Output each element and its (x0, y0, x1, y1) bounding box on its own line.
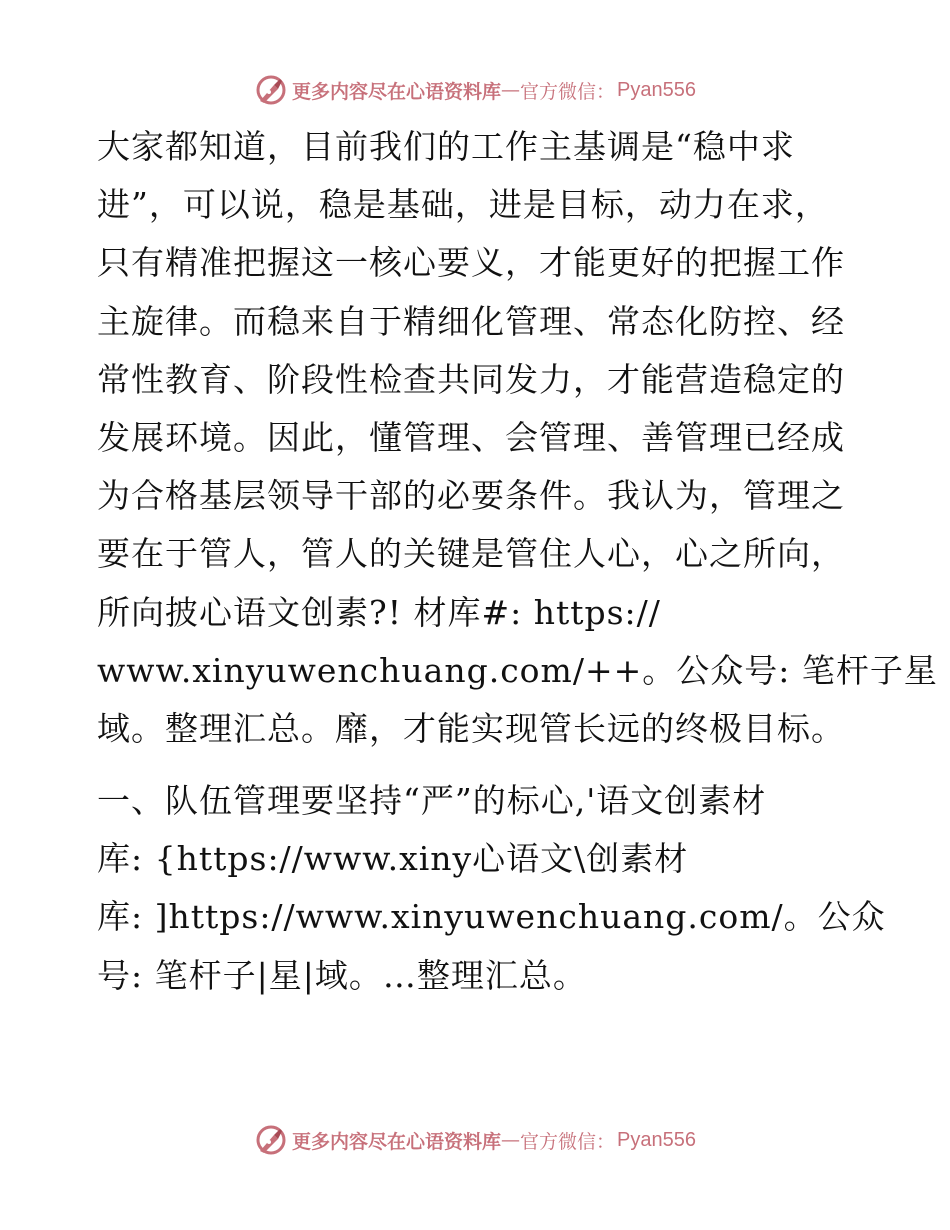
text-line: 大家都知道，目前我们的工作主基调是“稳中求 (97, 127, 795, 166)
header-dash: — (501, 79, 521, 101)
text-line: 号: 笔杆子|星|域。…整理汇总。 (97, 955, 587, 995)
header-banner (0, 70, 950, 110)
text-line: 要在于管人，管人的关键是管住人心，心之所向， (97, 534, 845, 574)
text-line: 域。整理汇总。靡，才能实现管长远的终极目标。 (97, 708, 845, 748)
text-line: 库: {https://www.xiny心语文\创素材 (97, 839, 689, 879)
text-line: 发展环境。因此，懂管理、会管理、善管理已经成 (97, 417, 845, 457)
text-line: 所向披心语文创素?! 材库#: https:// (97, 592, 661, 632)
header-wechat-label: 官方微信： (520, 80, 616, 103)
text-line: 进”，可以说，稳是基础，进是目标，动力在求， (97, 185, 829, 225)
paragraph-1 (97, 118, 938, 758)
text-line: 库: ]https://www.xinyuwenchuang.com/。公众 (97, 897, 886, 937)
footer-wechat-label: 官方微信： (520, 1130, 616, 1153)
text-line: 一、队伍管理要坚持“严”的标心,'语文创素材 (97, 781, 767, 821)
footer-brand-text: 更多内容尽在心语资料库 (292, 1130, 502, 1153)
pen-nib-logo-icon (254, 73, 288, 107)
footer-wechat-id: Pyan556 (617, 1128, 696, 1151)
text-line: 只有精准把握这一核心要义，才能更好的把握工作 (97, 243, 845, 283)
text-line: 为合格基层领导干部的必要条件。我认为，管理之 (97, 476, 845, 516)
text-line: 主旋律。而稳来自于精细化管理、常态化防控、经 (97, 301, 845, 341)
paragraph-2 (97, 772, 886, 1005)
pen-nib-logo-icon (254, 1123, 288, 1157)
text-line: www.xinyuwenchuang.com/++。公众号: 笔杆子星 (97, 650, 938, 690)
footer-banner (0, 1120, 950, 1160)
header-brand-text: 更多内容尽在心语资料库 (292, 80, 502, 103)
header-wechat-id: Pyan556 (617, 78, 696, 101)
text-line: 常性教育、阶段性检查共同发力，才能营造稳定的 (97, 359, 845, 399)
document-body (97, 118, 938, 1005)
footer-dash: — (501, 1129, 521, 1151)
